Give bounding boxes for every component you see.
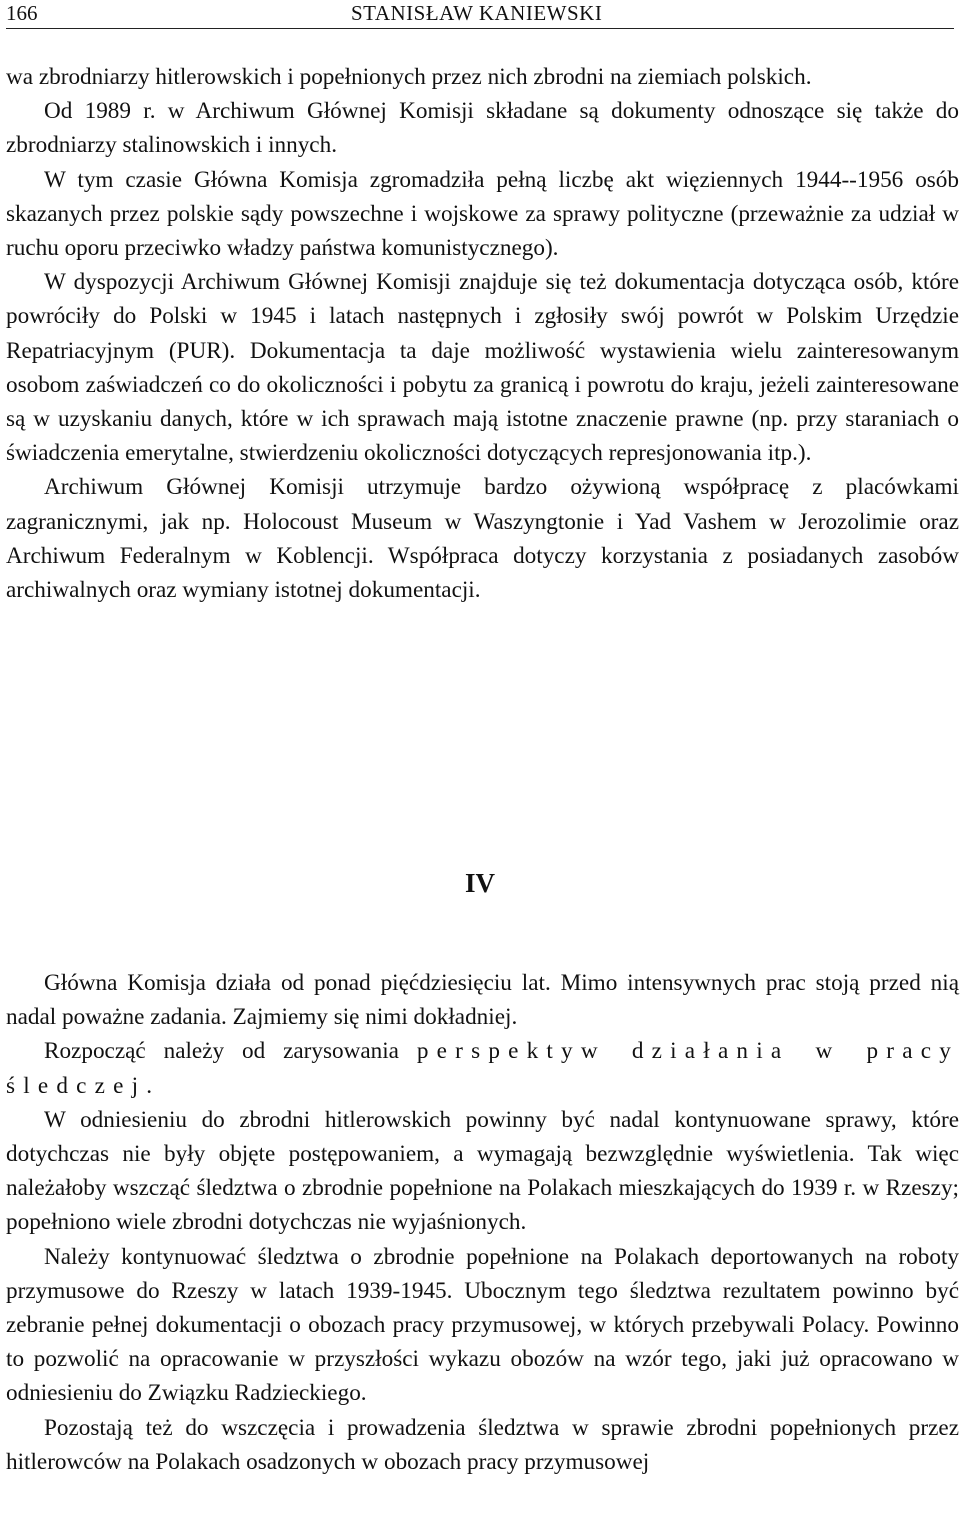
paragraph: Pozostają też do wszczęcia i prowadzenia śledztwa w sprawie zbrodni popełnionych przez hitlerowców na Polakach osadzonych w obozach pracy przymusowej xyxy=(6,1414,959,1475)
running-head: STANISŁAW KANIEWSKI xyxy=(351,1,603,25)
section-heading: IV xyxy=(464,868,495,898)
paragraph: Główna Komisja działa od ponad pięćdziesięciu lat. Mimo intensywnych prac stoją przed nią nadal poważne zadania. Zajmiemy się nimi dokładniej. xyxy=(6,970,959,1031)
page-number: 166 xyxy=(6,1,38,25)
paragraph: Należy kontynuować śledztwa o zbrodnie popełnione na Polakach deportowanych na roboty przymusowe do Rzeszy w latach 1939-1945. Ubocznym tego śledztwa rezultatem powinno być zebranie pełnej dokumentacji o obozach pracy przymusowej, w których przebywali Polacy. Powinno to pozwolić na opracowanie w przyszłości wykazu obozów na wzór tego, jaki już opracowano w odniesieniu do Związku Radzieckiego. xyxy=(6,1243,959,1407)
paragraph-continuation: wa zbrodniarzy hitlerowskich i popełnionych przez nich zbrodni na ziemiach polskich. xyxy=(6,64,812,90)
paragraph: W tym czasie Główna Komisja zgromadziła pełną liczbę akt więziennych 1944-​-1956 osób skazanych przez polskie sądy powszechne i wojskowe za sprawy polityczne (przeważnie za udział w ruchu oporu przeciwko władzy państwa komunistycznego). xyxy=(6,166,959,262)
paragraph: Od 1989 r. w Archiwum Głównej Komisji składane są dokumenty odnoszące się także do zbrodniarzy stalinowskich i innych. xyxy=(6,98,959,159)
body-text-before-section xyxy=(6,60,959,607)
paragraph: Archiwum Głównej Komisji utrzymuje bardzo ożywioną współpracę z placówkami zagranicznymi, jak np. Holocoust Museum w Waszyngtonie i Yad Vashem w Jerozolimie oraz Archiwum Federalnym w Koblencji. Współpraca dotyczy korzystania z posiadanych zasobów archiwalnych oraz wymiany istotnej dokumentacji. xyxy=(6,474,959,604)
paragraph: W odniesieniu do zbrodni hitlerowskich powinny być nadal kontynuowane sprawy, które dotychczas nie były objęte postępowaniem, a wymagają bezwzględnie wyświetlenia. Tak więc należałoby wszcząć śledztwa o zbrodnie popełnione na Polakach mieszkających do 1939 r. w Rzeszy; popełniono wiele zbrodni dotychczas nie wyjaśnionych. xyxy=(6,1106,959,1236)
body-text-after-section xyxy=(6,966,959,1479)
paragraph-lead: Rozpocząć należy od zarysowania xyxy=(44,1038,399,1065)
page-header xyxy=(6,0,954,29)
paragraph: W dyspozycji Archiwum Głównej Komisji znajduje się też dokumentacja dotycząca osób, które powróciły do Polski w 1945 i latach następnych i zgłosiły swój powrót w Polskim Urzędzie Repatriacyjnym (PUR). Dokumentacja ta daje możliwość wystawienia wielu zainteresowanym osobom zaświadczeń co do okoliczności i pobytu za granicą i powrotu do kraju, jeżeli zainteresowane są w uzyskaniu danych, które w ich sprawach mają istotne znaczenie prawne (np. przy staraniach o świadczenia emerytalne, stwierdzeniu okoliczności dotyczących represjonowania itp.). xyxy=(6,269,959,467)
spaced-emphasis: perspektyw działania w pracy śledczej. xyxy=(6,1038,959,1099)
paragraph-spaced-emphasis xyxy=(6,1034,959,1102)
